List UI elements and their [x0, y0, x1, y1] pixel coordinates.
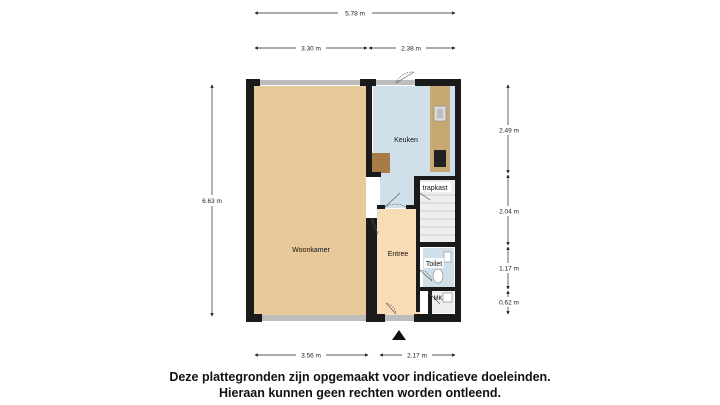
dimension-left-total	[194, 85, 230, 316]
room-label-trapkast: trapkast	[422, 185, 448, 192]
room-label-mk: MK	[433, 296, 443, 302]
room-label-entree: Entree	[387, 251, 409, 258]
dimension-right-3-label: 1.17 m	[499, 265, 519, 273]
room-label-keuken: Keuken	[394, 137, 418, 144]
dimension-top-total-label: 5.78 m	[345, 10, 365, 18]
dimension-top-right	[369, 43, 455, 53]
dimension-top-left	[255, 43, 367, 53]
room-label-toilet: Toilet	[425, 261, 443, 268]
dimension-top-left-label: 3.30 m	[301, 45, 321, 53]
entrance-arrow-icon	[392, 330, 406, 340]
toilet-bowl	[433, 269, 443, 283]
dimension-left-total-label: 6.63 m	[202, 198, 222, 205]
toilet-tank	[444, 252, 451, 262]
dining-table	[370, 153, 390, 173]
kitchen-hob	[434, 150, 446, 167]
dimension-right-stack	[494, 85, 524, 314]
woonkamer-floor	[254, 86, 366, 315]
dimension-top-total	[255, 8, 455, 18]
disclaimer-line-2: Hieraan kunnen geen rechten worden ontleend.	[219, 386, 501, 400]
kitchen-sink-basin	[437, 109, 443, 118]
dimension-bottom-left-label: 3.56 m	[301, 352, 321, 360]
dimension-bottom-left	[255, 350, 368, 360]
entree-floor	[377, 209, 420, 315]
mk-boiler	[443, 293, 452, 302]
dimension-bottom-right-label: 2.17 m	[407, 352, 427, 360]
dimension-top-right-label: 2.38 m	[401, 45, 421, 53]
room-label-woonkamer: Woonkamer	[292, 247, 330, 254]
disclaimer-line-1: Deze plattegronden zijn opgemaakt voor indicatieve doeleinden.	[169, 370, 551, 384]
dimension-bottom-right	[380, 350, 455, 360]
dimension-right-2-label: 2.04 m	[499, 208, 519, 216]
dimension-right-4-label: 0.62 m	[499, 299, 519, 307]
dimension-right-1-label: 2.49 m	[499, 127, 519, 135]
